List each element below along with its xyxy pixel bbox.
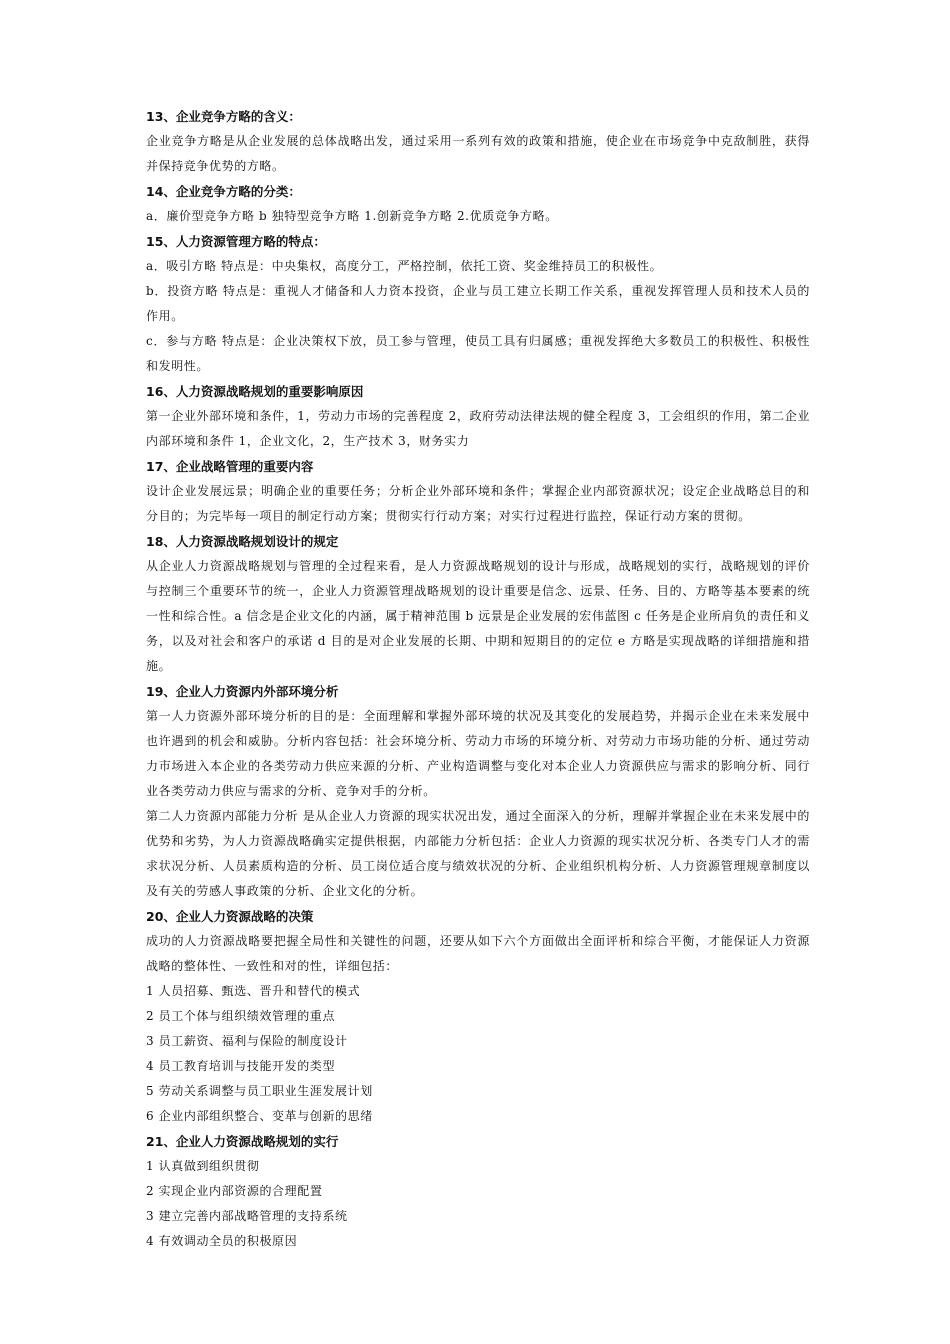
section xyxy=(146,104,810,179)
list-item: 2 员工个体与组织绩效管理的重点 xyxy=(146,1009,336,1023)
section-heading: 18、人力资源战略规划设计的规定 xyxy=(146,534,339,549)
section xyxy=(146,229,810,379)
list-item: 4 有效调动全员的积极原因 xyxy=(146,1234,298,1248)
body-paragraph: 设计企业发展远景；明确企业的重要任务；分析企业外部环境和条件；掌握企业内部资源状况；设定企业战略总目的和分目的；为完毕每一项目的制定行动方案；贯彻实行行动方案；对实行过程进行监控，保证行动方案的贯彻。 xyxy=(146,484,810,523)
body-paragraph: 第一人力资源外部环境分析的目的是：全面理解和掌握外部环境的状况及其变化的发展趋势，并揭示企业在未来发展中也许遇到的机会和威胁。分析内容包括：社会环境分析、劳动力市场的环境分析、对劳动力市场功能的分析、通过劳动力市场进入本企业的各类劳动力供应来源的分析、产业构造调整与变化对本企业人力资源供应与需求的影响分析、同行业各类劳动力供应与需求的分析、竞争对手的分析。 xyxy=(146,709,810,798)
section xyxy=(146,529,810,679)
body-paragraph: 成功的人力资源战略要把握全局性和关键性的问题，还要从如下六个方面做出全面评析和综合平衡，才能保证人力资源战略的整体性、一致性和对的性，详细包括： xyxy=(146,934,810,973)
body-paragraph: a．吸引方略 特点是：中央集权，高度分工，严格控制，依托工资、奖金维持员工的积极性。 xyxy=(146,259,663,273)
section xyxy=(146,379,810,454)
list-item: 1 人员招募、甄选、晋升和替代的模式 xyxy=(146,984,361,998)
section-heading: 19、企业人力资源内外部环境分析 xyxy=(146,684,339,699)
list-item: 2 实现企业内部资源的合理配置 xyxy=(146,1184,323,1198)
document-body xyxy=(146,104,810,1254)
section-heading: 20、企业人力资源战略的决策 xyxy=(146,909,314,924)
section xyxy=(146,1129,810,1254)
body-paragraph: 从企业人力资源战略规划与管理的全过程来看，是人力资源战略规划的设计与形成，战略规划的实行，战略规划的评价与控制三个重要环节的统一，企业人力资源管理战略规划的设计重要是信念、远景、任务、目的、方略等基本要素的统一性和综合性。a 信念是企业文化的内涵，属于精神范围 b 远景是企业发展的宏伟蓝图 c 任务是企业所肩负的责任和义务，以及对社会和客户的承诺 d 目的是对企业发展的长期、中期和短期目的的定位 e 方略是实现战略的详细措施和措施。 xyxy=(146,559,810,673)
list-item: 3 员工薪资、福利与保险的制度设计 xyxy=(146,1034,348,1048)
section xyxy=(146,454,810,529)
body-paragraph: 第二人力资源内部能力分析 是从企业人力资源的现实状况出发，通过全面深入的分析，理解并掌握企业在未来发展中的优势和劣势，为人力资源战略确实定提供根据，内部能力分析包括：企业人力资源的现实状况分析、各类专门人才的需求状况分析、人员素质构造的分析、员工岗位适合度与绩效状况的分析、企业组织机构分析、人力资源管理规章制度以及有关的劳感人事政策的分析、企业文化的分析。 xyxy=(146,809,810,898)
list-item: 5 劳动关系调整与员工职业生涯发展计划 xyxy=(146,1084,373,1098)
body-paragraph: 企业竞争方略是从企业发展的总体战略出发，通过采用一系列有效的政策和措施，使企业在市场竞争中克敌制胜，获得并保持竞争优势的方略。 xyxy=(146,134,810,173)
section-heading: 14、企业竞争方略的分类： xyxy=(146,184,301,199)
section-heading: 15、人力资源管理方略的特点： xyxy=(146,234,326,249)
section xyxy=(146,679,810,904)
list-item: 6 企业内部组织整合、变革与创新的思绪 xyxy=(146,1109,373,1123)
body-paragraph: a．廉价型竞争方略 b 独特型竞争方略 1.创新竞争方略 2.优质竞争方略。 xyxy=(146,209,558,223)
section-heading: 13、企业竞争方略的含义： xyxy=(146,109,301,124)
list-item: 3 建立完善内部战略管理的支持系统 xyxy=(146,1209,348,1223)
section-heading: 21、企业人力资源战略规划的实行 xyxy=(146,1134,339,1149)
body-paragraph: c．参与方略 特点是：企业决策权下放，员工参与管理，使员工具有归属感；重视发挥绝大多数员工的积极性、积极性和发明性。 xyxy=(146,334,810,373)
section-heading: 17、企业战略管理的重要内容 xyxy=(146,459,314,474)
list-item: 4 员工教育培训与技能开发的类型 xyxy=(146,1059,336,1073)
body-paragraph: 第一企业外部环境和条件，1，劳动力市场的完善程度 2，政府劳动法律法规的健全程度 3，工会组织的作用，第二企业内部环境和条件 1，企业文化，2，生产技术 3，财务实力 xyxy=(146,409,810,448)
section-heading: 16、人力资源战略规划的重要影响原因 xyxy=(146,384,364,399)
section xyxy=(146,904,810,1129)
section xyxy=(146,179,810,229)
body-paragraph: b．投资方略 特点是：重视人才储备和人力资本投资，企业与员工建立长期工作关系，重视发挥管理人员和技术人员的作用。 xyxy=(146,284,810,323)
list-item: 1 认真做到组织贯彻 xyxy=(146,1159,260,1173)
